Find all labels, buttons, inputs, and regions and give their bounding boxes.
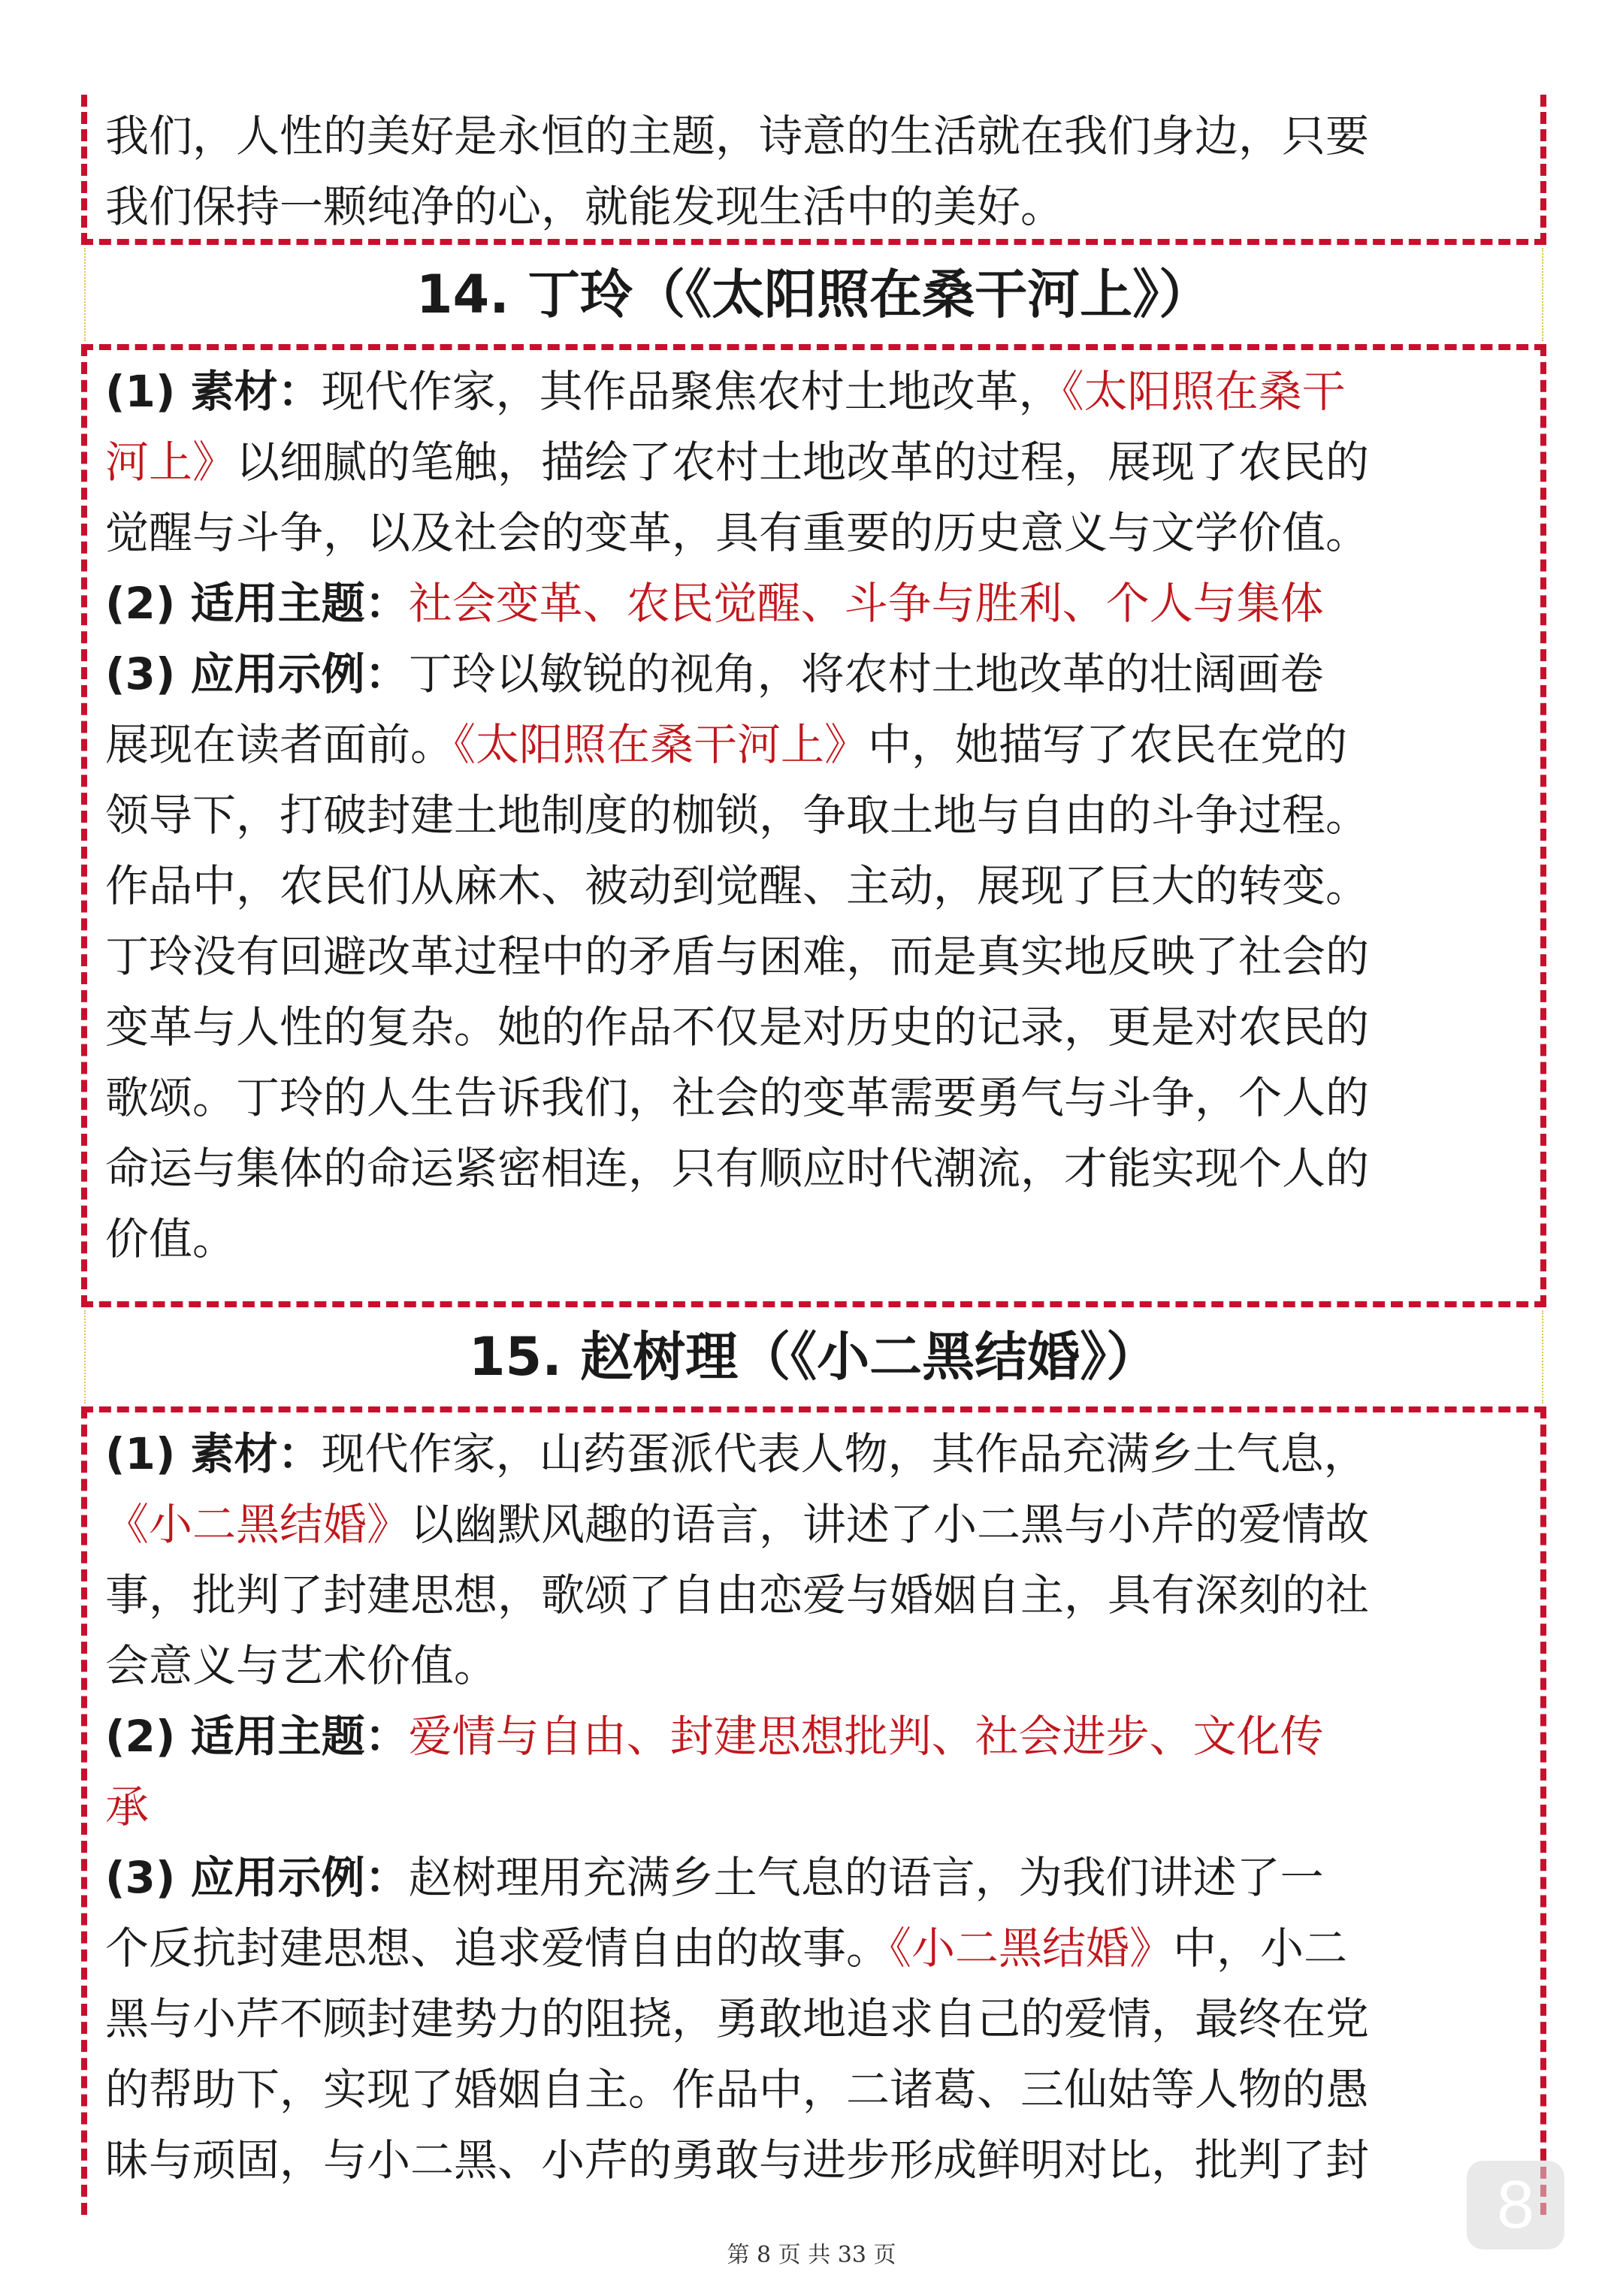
s14-themes-text: 社会变革、农民觉醒、斗争与胜利、个人与集体 — [408, 578, 1324, 629]
s14-book-title: 《太阳照在桑干 — [1062, 366, 1346, 417]
s14-material-label: (1) 素材： — [105, 366, 322, 417]
s15-material-line-3: 事，批判了封建思想，歌颂了自由恋爱与婚姻自主，具有深刻的社 — [105, 1569, 1370, 1621]
intro-box — [81, 95, 1546, 245]
section-14-box — [81, 344, 1546, 1307]
section-14-heading: 14. 丁玲（《太阳照在桑干河上》） — [84, 248, 1543, 341]
s14-example-line-2: 展现在读者面前。《太阳照在桑干河上》中，她描写了农民在党的 — [105, 719, 1348, 770]
s14-example-line-5: 丁玲没有回避改革过程中的矛盾与困难，而是真实地反映了社会的 — [105, 931, 1370, 982]
s14-themes-label: (2) 适用主题： — [105, 578, 409, 629]
s14-example-line-8: 命运与集体的命运紧密相连，只有顺应时代潮流，才能实现个人的 — [105, 1143, 1370, 1194]
s14-example-line-3: 领导下，打破封建土地制度的枷锁，争取土地与自由的斗争过程。 — [105, 790, 1370, 841]
s15-example-line-3: 黑与小芹不顾封建势力的阻挠，勇敢地追求自己的爱情，最终在党 — [105, 1993, 1370, 2044]
intro-line-1: 我们，人性的美好是永恒的主题，诗意的生活就在我们身边，只要 — [105, 110, 1370, 162]
s15-themes-label: (2) 适用主题： — [105, 1711, 409, 1762]
intro-line-2: 我们保持一颗纯净的心，就能发现生活中的美好。 — [105, 181, 1065, 232]
s15-example-line-2: 个反抗封建思想、追求爱情自由的故事。《小二黑结婚》中，小二 — [105, 1923, 1348, 1974]
s15-material-line-2: 《小二黑结婚》以幽默风趣的语言，讲述了小二黑与小芹的爱情故 — [105, 1499, 1370, 1550]
s15-themes-line-1 — [105, 1701, 1524, 1772]
s15-material-line-4: 会意义与艺术价值。 — [105, 1640, 498, 1691]
s15-themes-line-2: 承 — [105, 1781, 150, 1832]
s14-themes-line — [105, 568, 1524, 639]
s15-example-line-1: (3) 应用示例：赵树理用充满乡土气息的语言，为我们讲述了一 — [105, 1852, 1324, 1903]
page-number-badge: 8 — [1467, 2161, 1564, 2249]
s15-material-label: (1) 素材： — [105, 1428, 322, 1479]
s14-example-line-7: 歌颂。丁玲的人生告诉我们，社会的变革需要勇气与斗争，个人的 — [105, 1072, 1370, 1123]
section-15-box — [81, 1406, 1546, 2215]
s14-material-line-2: 河上》以细腻的笔触，描绘了农村土地改革的过程，展现了农民的 — [105, 437, 1370, 488]
s15-material-line-1: (1) 素材：现代作家，山药蛋派代表人物，其作品充满乡土气息， — [105, 1428, 1368, 1479]
section-15-heading: 15. 赵树理（《小二黑结婚》） — [84, 1310, 1543, 1403]
s15-example-label: (3) 应用示例： — [105, 1852, 409, 1903]
s14-example-label: (3) 应用示例： — [105, 648, 409, 699]
s14-example-line-6: 变革与人性的复杂。她的作品不仅是对历史的记录，更是对农民的 — [105, 1001, 1370, 1053]
s14-example-line-9: 价值。 — [105, 1213, 237, 1264]
s15-example-line-5: 昧与顽固，与小二黑、小芹的勇敢与进步形成鲜明对比，批判了封 — [105, 2134, 1370, 2186]
s15-book-title: 《小二黑结婚》 — [105, 1499, 411, 1550]
s15-themes-text: 爱情与自由、封建思想批判、社会进步、文化传 — [408, 1711, 1324, 1762]
s14-material-line-1: (1) 素材：现代作家，其作品聚焦农村土地改革，《太阳照在桑干 — [105, 366, 1346, 417]
s14-example-line-4: 作品中，农民们从麻木、被动到觉醒、主动，展现了巨大的转变。 — [105, 860, 1370, 911]
s14-example-line-1: (3) 应用示例：丁玲以敏锐的视角，将农村土地改革的壮阔画卷 — [105, 648, 1324, 699]
s15-example-line-4: 的帮助下，实现了婚姻自主。作品中，二诸葛、三仙姑等人物的愚 — [105, 2064, 1370, 2115]
page-footer: 第 8 页 共 33 页 — [727, 2242, 896, 2268]
s14-material-line-3: 觉醒与斗争，以及社会的变革，具有重要的历史意义与文学价值。 — [105, 507, 1370, 558]
